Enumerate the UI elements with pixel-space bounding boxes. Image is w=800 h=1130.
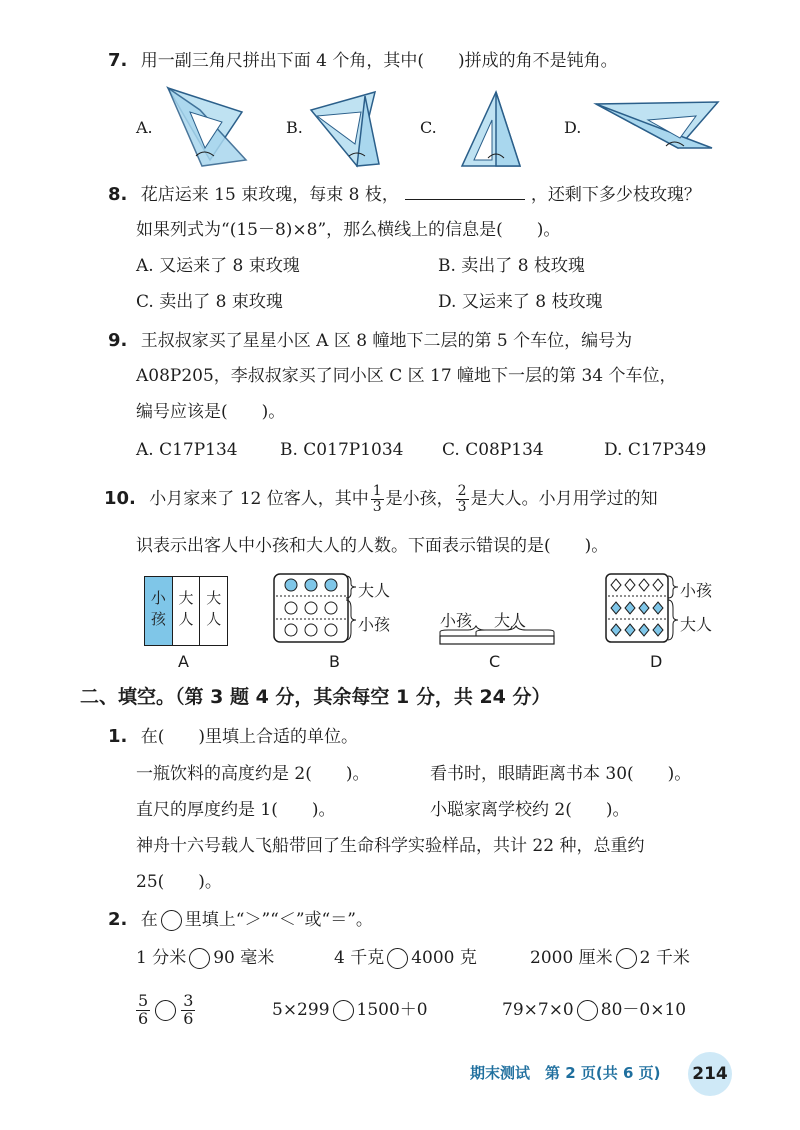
q10-figure-d-top-label: 小孩: [680, 581, 713, 600]
q10-label-c: C: [489, 652, 501, 671]
q10-label-d: D: [650, 652, 663, 671]
q9-option-d: D. C17P349: [604, 440, 707, 460]
q7-text: 用一副三角尺拼出下面 4 个角，其中( )拼成的角不是钝角。: [140, 51, 618, 71]
answer-circle[interactable]: [189, 948, 210, 969]
q9-text-1: 王叔叔家买了星星小区 A 区 8 幢地下二层的第 5 个车位，编号为: [140, 331, 633, 351]
q7-option-c: C.: [420, 118, 437, 137]
fill1-item-1: 一瓶饮料的高度约是 2( )。: [136, 764, 370, 784]
fill1-item-2: 看书时，眼睛距离书本 30( )。: [430, 764, 692, 784]
q10-figure-b-bottom-label: 小孩: [358, 615, 391, 634]
q10-fraction-one-third: $\frac{1}{3}$: [372, 483, 382, 515]
fill1-item-3: 直尺的厚度约是 1( )。: [136, 800, 336, 820]
q9-line1: [108, 332, 632, 350]
q10-figure-c: [436, 624, 560, 648]
q10-figure-a: [144, 576, 228, 646]
fill1-item-5-line2: 25( )。: [136, 872, 222, 892]
fill2-compare-6: 79×7×0 80－0×10: [502, 1000, 687, 1020]
q10-figure-b-braces: [344, 574, 358, 642]
comparison-circle: [161, 910, 182, 931]
fraction-three-sixths: $\frac{3}{6}$: [183, 991, 194, 1028]
q8-line1: [108, 186, 701, 204]
q7-option-b: B.: [286, 118, 303, 137]
q10-text-c: 是大人。小月用学过的知: [470, 489, 658, 509]
q10-figure-b: [272, 572, 352, 644]
q10-text-b: 是小孩，: [385, 489, 454, 509]
q9-text-2: A08P205，李叔叔家买了同小区 C 区 17 幢地下一层的第 34 个车位，: [136, 366, 677, 386]
fill1-item-5-line1: 神舟十六号载人飞船带回了生命科学实验样品，共计 22 种，总重约: [136, 836, 645, 856]
q8-option-a: A. 又运来了 8 束玫瑰: [136, 256, 300, 276]
fill2-compare-1: 1 分米 90 毫米: [136, 948, 275, 968]
q9-text-3: 编号应该是( )。: [136, 402, 286, 422]
q8-number: 8.: [108, 184, 128, 205]
fill2-title-line: [108, 910, 373, 931]
fill2-compare-3: 2000 厘米 2 千米: [530, 948, 690, 968]
fill1-item-4: 小聪家离学校约 2( )。: [430, 800, 630, 820]
fill2-compare-2: 4 千克 4000 克: [334, 948, 477, 968]
fill1-number: 1.: [108, 726, 128, 747]
q10-figure-c-left-label: 小孩: [440, 611, 473, 630]
fill1-title: 在( )里填上合适的单位。: [140, 727, 359, 747]
q8-answer-blank: [405, 199, 525, 200]
q10-figure-d-braces: [666, 574, 680, 642]
footer-text: 期末测试 第 2 页(共 6 页): [470, 1064, 661, 1082]
q10-figure-a-cell-adult: 大人: [204, 590, 223, 632]
answer-circle[interactable]: [333, 1000, 354, 1021]
q10-figure-c-right-label: 大人: [494, 611, 527, 630]
q10-text-a: 小月家来了 12 位客人，其中: [149, 489, 369, 509]
q10-figure-a-cell-child: 小孩: [145, 577, 173, 645]
q7-option-a: A.: [136, 118, 153, 137]
q9-option-a: A. C17P134: [136, 440, 238, 460]
q10-figure-d-bottom-label: 大人: [680, 615, 713, 634]
q8-option-c: C. 卖出了 8 束玫瑰: [136, 292, 283, 312]
page-number-badge: 214: [688, 1052, 732, 1096]
q8-text-a: 花店运来 15 束玫瑰，每束 8 枝，: [140, 185, 399, 205]
answer-circle[interactable]: [155, 1000, 176, 1021]
q10-figure-b-top-label: 大人: [358, 581, 391, 600]
q9-option-c: C. C08P134: [442, 440, 544, 460]
fill2-compare-4: [134, 990, 197, 1030]
q7-figure-b: [305, 82, 385, 172]
q7-option-d: D.: [564, 118, 582, 137]
fill2-title-b: 里填上“＞”“＜”或“＝”。: [184, 910, 373, 930]
q10-figure-d: [604, 572, 670, 644]
q8-line2: 如果列式为“(15－8)×8”，那么横线上的信息是( )。: [136, 220, 561, 240]
answer-circle[interactable]: [387, 948, 408, 969]
answer-circle[interactable]: [577, 1000, 598, 1021]
answer-circle[interactable]: [616, 948, 637, 969]
q10-line1: [104, 482, 658, 516]
q7-figure-c: [448, 86, 528, 170]
fill2-number: 2.: [108, 909, 128, 930]
fill2-title-a: 在: [140, 910, 158, 930]
section-2-heading: 二、填空。（第 3 题 4 分，其余每空 1 分，共 24 分）: [80, 686, 551, 708]
q7-figure-a: [160, 82, 250, 172]
fill1-title-line: [108, 728, 358, 746]
q7-figure-d: [592, 98, 722, 154]
q10-label-a: A: [178, 652, 189, 671]
q9-option-b: B. C017P1034: [280, 440, 404, 460]
fill2-compare-5: 5×299 1500＋0: [272, 1000, 428, 1020]
q10-label-b: B: [329, 652, 340, 671]
fraction-five-sixths: $\frac{5}{6}$: [138, 991, 149, 1028]
q9-number: 9.: [108, 330, 128, 351]
q10-number: 10.: [104, 488, 136, 509]
q8-text-b: ，还剩下多少枝玫瑰？: [530, 185, 701, 205]
q7-line: [108, 52, 618, 70]
q7-number: 7.: [108, 50, 128, 71]
q10-line2: 识表示出客人中小孩和大人的人数。下面表示错误的是( )。: [136, 536, 609, 556]
q8-option-b: B. 卖出了 8 枝玫瑰: [438, 256, 585, 276]
q8-option-d: D. 又运来了 8 枝玫瑰: [438, 292, 603, 312]
q10-figure-a-cell-adult: 大人: [173, 577, 201, 645]
q10-fraction-two-thirds: $\frac{2}{3}$: [457, 483, 467, 515]
